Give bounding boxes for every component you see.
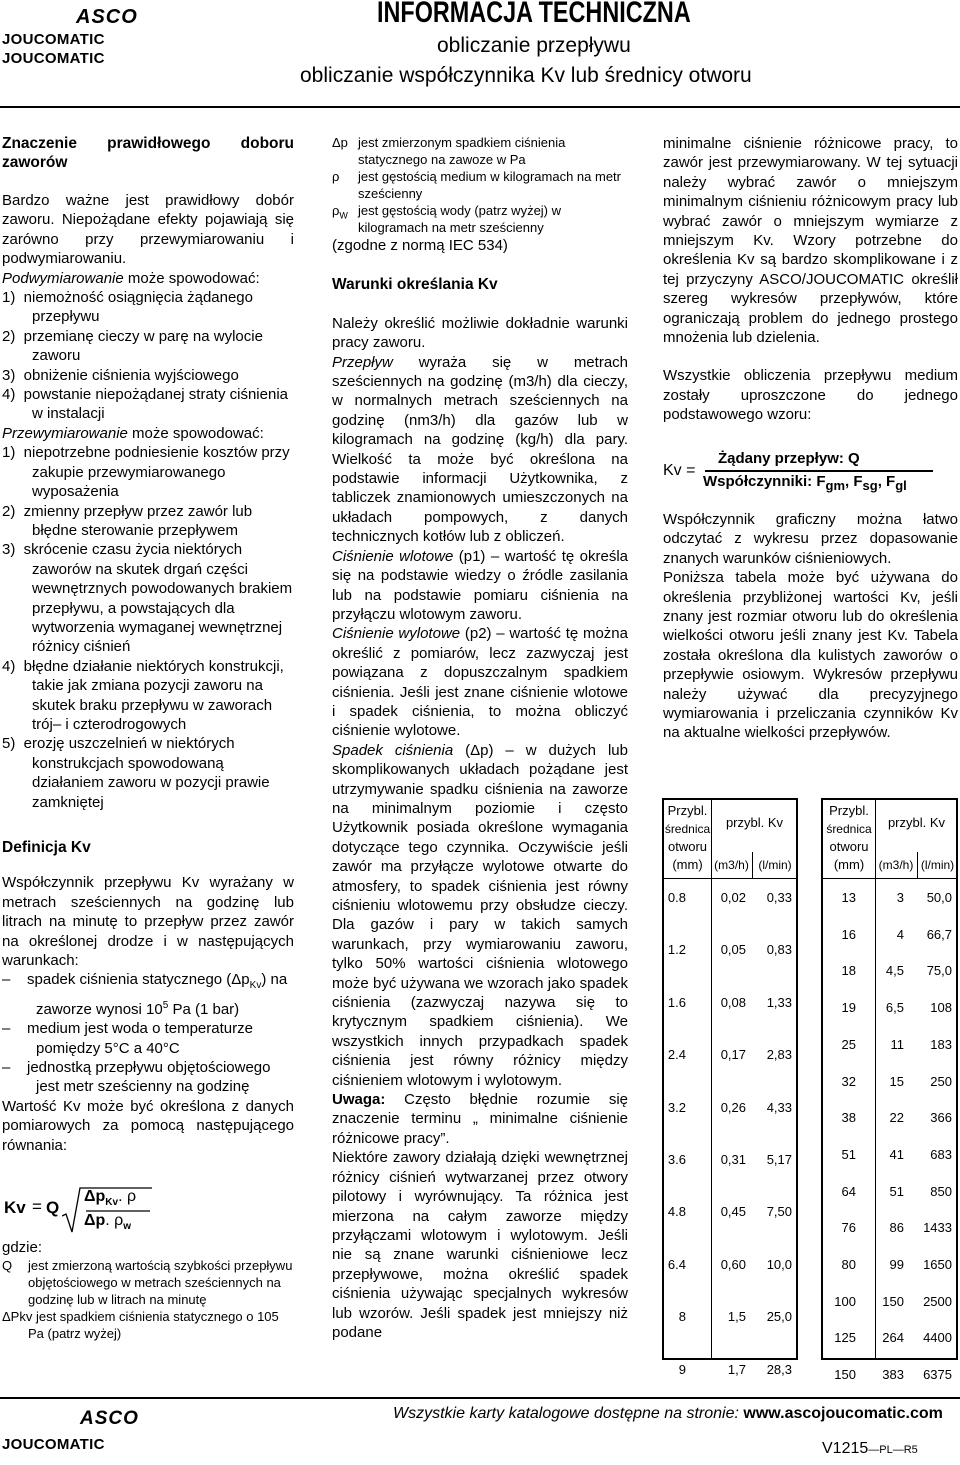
iec-note: (zgodne z normą IEC 534) — [332, 237, 508, 254]
table-cell: 2500 — [923, 1293, 952, 1309]
paragraph: Poniższa tabela może być używana do określenia przybliżonej wartości Kv, jeśli znany jest rozmiar otworu lub do określenia wielkości otworu jeśli znany jest Kv. Tabela została określona dla kulistych zaworów o przepływie osiowym. Wykresów przepływu należy używać dla precyzyjnego wymiarowania i przeliczania czynników Kv na aktualne wielkości przepływów. — [663, 569, 958, 742]
table-cell: 1.2 — [667, 942, 686, 958]
table-cell: 51 — [841, 1146, 856, 1162]
table-cell: 0,60 — [720, 1256, 746, 1272]
table-cell: 0,17 — [720, 1047, 746, 1063]
table-cell: 1650 — [923, 1257, 952, 1272]
table-cell: 0,31 — [720, 1152, 746, 1167]
table-cell: 16 — [841, 926, 856, 942]
fraction-bar — [705, 470, 933, 472]
table-header-lmin: (l/min) — [920, 858, 955, 872]
table-cell: 0,26 — [720, 1099, 746, 1115]
note-paragraph: Uwaga: Często błędnie rozumie się znaczenie terminu „ minimalne ciśnienie różnicowe pracy”. — [332, 1091, 628, 1147]
joucomatic-logo: JOUCOMATIC — [2, 50, 105, 67]
table-cell: 250 — [930, 1073, 952, 1089]
table-cell: 125 — [834, 1330, 856, 1346]
table-cell: 38 — [841, 1110, 856, 1126]
column-3-lower — [663, 510, 958, 743]
list-item: 5) erozję uszczelnień w niektórych konstrukcjach spowodowaną działaniem zaworu w pozycji prawie zamkniętej — [2, 735, 270, 811]
table-cell: 19 — [841, 1000, 856, 1016]
list-item: 2) zmienny przepływ przez zawór lub błędne sterowanie przepływem — [2, 502, 253, 539]
table-cell: 150 — [882, 1293, 904, 1309]
website-link[interactable]: www.ascojoucomatic.com — [743, 1405, 943, 1422]
kv-equation-intro: Wartość Kv może być określona z danych pomiarowych za pomocą następującego równania: — [2, 1097, 294, 1154]
table-cell: 0,45 — [720, 1204, 746, 1220]
table-cell: 1.6 — [667, 994, 686, 1010]
table-cell: 25,0 — [766, 1309, 792, 1325]
list-item: 1) niemożność osiągnięcia żądanego przepływu — [2, 289, 253, 326]
paragraph: Należy określić możliwie dokładnie warunki pracy zaworu. — [332, 314, 628, 352]
definition-dpkv: ΔPkv jest spadkiem ciśnienia statycznego o 105 Pa (patrz wyżej) — [2, 1309, 279, 1342]
list-item: 3) obniżenie ciśnienia wyjściowego — [2, 366, 239, 384]
table-cell: 6375 — [923, 1367, 952, 1383]
table-cell: 80 — [841, 1257, 856, 1272]
table-cell: 0,08 — [720, 994, 746, 1010]
table-cell: 75,0 — [926, 963, 952, 979]
asco-logo-footer: ASCO — [80, 1408, 139, 1429]
table-header-diameter: Przybl. średnica otworu (mm) — [826, 803, 872, 872]
table-cell: 4,5 — [885, 963, 904, 979]
column-1-defs — [2, 1238, 294, 1342]
table-cell: 25 — [841, 1036, 856, 1052]
paragraph: Współczynnik graficzny można łatwo odczytać z wykresu przez dopasowanie znanych warunków ciśnieniowych. — [663, 511, 958, 567]
footer-rule — [0, 1397, 960, 1399]
paragraph: minimalne ciśnienie różnicowe pracy, to zawór jest przewymiarowany. W tej sytuacji należy wybrać zawór o mniejszym minimalnym ciśnieniu różnicowym pracy lub wybrać zawór o mniejszym wymiarze z mniejszym Kv. Wzory potrzebne do określenia Kv są bardzo skomplikowane i z tej przyczyny ASCO/JOUCOMATIC określił szereg wykresów przepływów, które ograniczają problem do jednego prostego mnożenia lub dzielenia. — [663, 135, 958, 347]
table-cell: 4 — [896, 926, 904, 942]
list-item: 4) błędne działanie niektórych konstrukcji, takie jak zmiana pozycji zaworu na skutek braku przepływu w zaworach trój– i czterodrogowych — [2, 657, 284, 733]
table-cell: 100 — [834, 1293, 856, 1309]
section-heading: Warunki określania Kv — [332, 276, 498, 294]
definition-text: Współczynnik przepływu Kv wyrażany w metrach sześciennych na godzinę lub litrach na minutę to przepływ przez zawór na określonej drodze i w następujących warunkach: — [2, 874, 294, 970]
table-cell: 0,33 — [766, 890, 792, 905]
table-cell: 4.8 — [667, 1204, 686, 1220]
table-cell: 5,17 — [766, 1152, 792, 1167]
definition-q: Q jest zmierzoną wartością szybkości przepływu objętościowego w metrach sześciennych na godzinę lub w litrach na minutę — [2, 1258, 293, 1308]
table-cell: 15 — [889, 1073, 904, 1089]
table-cell: 64 — [841, 1183, 856, 1199]
page-subtitle-2: obliczanie współczynnika Kv lub średnicy otworu — [300, 64, 752, 87]
table-cell: 7,50 — [766, 1204, 792, 1220]
table-cell: 8 — [678, 1309, 686, 1325]
column-1 — [2, 134, 294, 1155]
table-cell: 6,5 — [885, 1000, 904, 1016]
table-header-m3h: (m3/h) — [878, 858, 914, 872]
condition-item: – medium jest woda o temperaturze pomiędzy 5°C a 40°C — [2, 1020, 253, 1057]
header-rule — [0, 106, 960, 108]
table-cell: 1,7 — [727, 1361, 746, 1377]
condition-item: – spadek ciśnienia statycznego $(\Delta p_{Kv})$ na zaworze wynosi $10^5$ Pa (1 bar) — [2, 971, 288, 1018]
asco-logo: ASCO — [76, 6, 138, 28]
table-cell: 0,02 — [720, 890, 746, 905]
table-cell: 3.2 — [667, 1099, 686, 1115]
table-cell: 2.4 — [667, 1047, 686, 1063]
joucomatic-logo-top: JOUCOMATIC — [2, 31, 105, 48]
table-cell: 0,83 — [766, 942, 792, 958]
list-item: 2) przemianę cieczy w parę na wylocie zaworu — [2, 327, 263, 365]
header-logo — [0, 4, 170, 68]
table-cell: 18 — [841, 963, 856, 979]
kv-formula: Kv = Q $\Delta p_{Kv}$. ρ Δp. $\rho_w$ — [4, 1184, 204, 1238]
table-cell: 41 — [889, 1146, 904, 1162]
table-cell: 51 — [889, 1183, 904, 1199]
table-cell: 383 — [882, 1367, 904, 1383]
list-item: 3) skrócenie czasu życia niektórych zaworów na skutek drgań części wewnętrznych powodowanych brakiem przepływu, a powstających dla wytworzenia wymaganej wewnętrznej różnicy ciśnień — [2, 541, 293, 656]
table-cell: 108 — [930, 1000, 952, 1016]
paragraph: Przepływ wyraża się w metrach sześciennych na godzinę (m3/h) dla cieczy, w normalnych metrach sześciennych na godzinę (nm3/h) dla gazów lub w kilogramach na godzinę (kg/h) dla pary. Wielkość ta może być określona na podstawie informacji Użytkownika, z tabliczek znamionowych umieszczonych na układach pompowych, z danych technicznych kotłów lub z obliczeń. — [332, 353, 628, 546]
table-header-kv: przybl. Kv — [725, 815, 784, 830]
table-cell: 183 — [930, 1036, 952, 1052]
gdzie-label: gdzie: — [2, 1239, 43, 1256]
intro-paragraph: Bardzo ważne jest prawidłowy dobór zaworu. Niepożądane efekty pojawiają się zarówno przy przewymiarowaniu i podwymiarowaniu. — [2, 192, 294, 268]
column-3 — [663, 134, 958, 425]
table-header-diameter: Przybl. średnica otworu (mm) — [664, 803, 711, 872]
table-cell: 4400 — [923, 1330, 952, 1346]
paragraph: Ciśnienie wylotowe (p2) – wartość tę można określić z pomiarów, lecz zazwyczaj jest powiązana z dopuszczalnym spadkiem ciśnienia. Jeśli jest znane ciśnienie wlotowe i spadek ciśnienia, to można obliczyć ciśnienie wylotowe. — [332, 625, 628, 740]
page-subtitle-1: obliczanie przepływu — [437, 34, 631, 57]
table-cell: 13 — [841, 890, 856, 905]
joucomatic-logo-footer: JOUCOMATIC — [2, 1436, 105, 1453]
table-cell: 683 — [930, 1146, 952, 1162]
symbol-rho: ρ jest gęstością medium w kilogramach na metr sześcienny — [332, 169, 621, 201]
symbol-rhow: $\rho_W$ jest gęstością wody (patrz wyżej) w kilogramach na metr sześcienny — [332, 203, 562, 235]
table-header-m3h: (m3/h) — [714, 858, 749, 872]
table-cell: 2,83 — [766, 1047, 792, 1063]
column-2 — [332, 134, 628, 1342]
section-heading: Znaczenie prawidłowego doboru zaworów — [2, 135, 294, 171]
table-cell: 0,05 — [720, 942, 746, 958]
page-title: INFORMACJA TECHNICZNA — [377, 0, 691, 29]
table-cell: 0.8 — [667, 890, 686, 905]
condition-item: – jednostką przepływu objętościowego jest metr sześcienny na godzinę — [2, 1059, 271, 1096]
table-cell: 850 — [930, 1183, 952, 1199]
table-cell: 28,3 — [766, 1361, 792, 1377]
kv-table-right — [821, 798, 958, 1383]
over-lead: Przewymiarowanie może spowodować: — [2, 424, 264, 442]
table-cell: 3 — [896, 890, 904, 905]
table-cell: 264 — [882, 1330, 904, 1346]
paragraph: Ciśnienie wlotowe (p1) – wartość tę określa się na podstawie wiedzy o źródle zasilania lub na podstawie pomiaru ciśnienia na przyłączu wlotowym zaworu. — [332, 547, 629, 623]
table-cell: 11 — [890, 1036, 904, 1052]
table-cell: 66,7 — [926, 926, 952, 942]
page-code: V1215—PL—R5 — [822, 1440, 918, 1457]
table-cell: 99 — [889, 1257, 904, 1272]
table-cell: 3.6 — [667, 1152, 686, 1167]
paragraph: Niektóre zawory działają dzięki wewnętrznej różnicy ciśnień wytwarzanej przez otwory pilotowy i wyrównujący. Ta różnica jest mierzona na całym zaworze między przyłączami wlotowym i wylotowym. Jeśli nie są znane warunki ciśnieniowe lecz przepływowe, można określić spadek ciśnienia używając specjalnych wykresów lub wzorów. Jeśli spadek jest mniejszy niż podane — [332, 1149, 628, 1341]
table-header-lmin: (l/min) — [758, 858, 792, 872]
table-cell: 22 — [889, 1110, 904, 1126]
table-header-kv: przybl. Kv — [887, 815, 946, 830]
table-cell: 1,5 — [727, 1309, 746, 1325]
symbol-dp: Δp jest zmierzonym spadkiem ciśnienia statycznego na zawoze w Pa — [332, 135, 566, 167]
table-cell: 150 — [834, 1367, 856, 1383]
table-cell: 86 — [889, 1220, 904, 1236]
table-cell: 1,33 — [766, 994, 792, 1010]
over-list — [2, 443, 294, 812]
footer-note: Wszystkie karty katalogowe dostępne na stronie: www.ascojoucomatic.com — [393, 1405, 943, 1422]
table-cell: 4,33 — [766, 1099, 792, 1115]
table-cell: 32 — [841, 1073, 856, 1089]
table-cell: 10,0 — [766, 1256, 792, 1272]
paragraph: Wszystkie obliczenia przepływu medium zostały uproszczone do jednego podstawowego wzoru: — [663, 367, 958, 424]
list-item: 4) powstanie niepożądanej straty ciśnienia w instalacji — [2, 386, 289, 423]
table-cell: 1433 — [923, 1220, 952, 1236]
basic-formula: Kv = Żądany przepływ: Q Współczynniki: $F_{gm}$, $F_{sg}$, $F_{gl}$ — [663, 450, 958, 502]
paragraph: Spadek ciśnienia (Δp) – w dużych lub skomplikowanych układach pożądane jest utrzymywanie spadku ciśnienia na zaworze na minimalnym poziomie i często Użytkownik posiada określone wymagania dotyczące tego czynnika. Oczywiście jeśli zawór ma przyłącze wylotowe otwarte do atmosfery, to spadek ciśnienia jest równy ciśnieniu wlotowemu przy obsłudze cieczy. Dla gazów i pary w takich samych warunkach, przy wymiarowaniu zaworu, tylko 50% wartości ciśnienia wlotowego może być używana we wzorach jako spadek ciśnienia (zazwyczaj nazywa się to krytycznym spadkiem ciśnienia). We wszystkich innych przypadkach spadek ciśnienia jest równy różnicy między ciśnieniem wlotowym i wylotowym. — [332, 741, 628, 1089]
table-cell: 366 — [930, 1110, 952, 1126]
table-cell: 9 — [678, 1361, 686, 1377]
under-list — [2, 288, 294, 424]
under-lead: Podwymiarowanie może spowodować: — [2, 269, 260, 287]
list-item: 1) niepotrzebne podniesienie kosztów przy zakupie przewymiarowanego wyposażenia — [2, 444, 290, 501]
table-cell: 76 — [841, 1220, 856, 1236]
definition-heading: Definicja Kv — [2, 839, 91, 856]
table-cell: 6.4 — [667, 1256, 686, 1272]
table-cell: 50,0 — [926, 890, 952, 905]
kv-table-left — [662, 798, 798, 1377]
